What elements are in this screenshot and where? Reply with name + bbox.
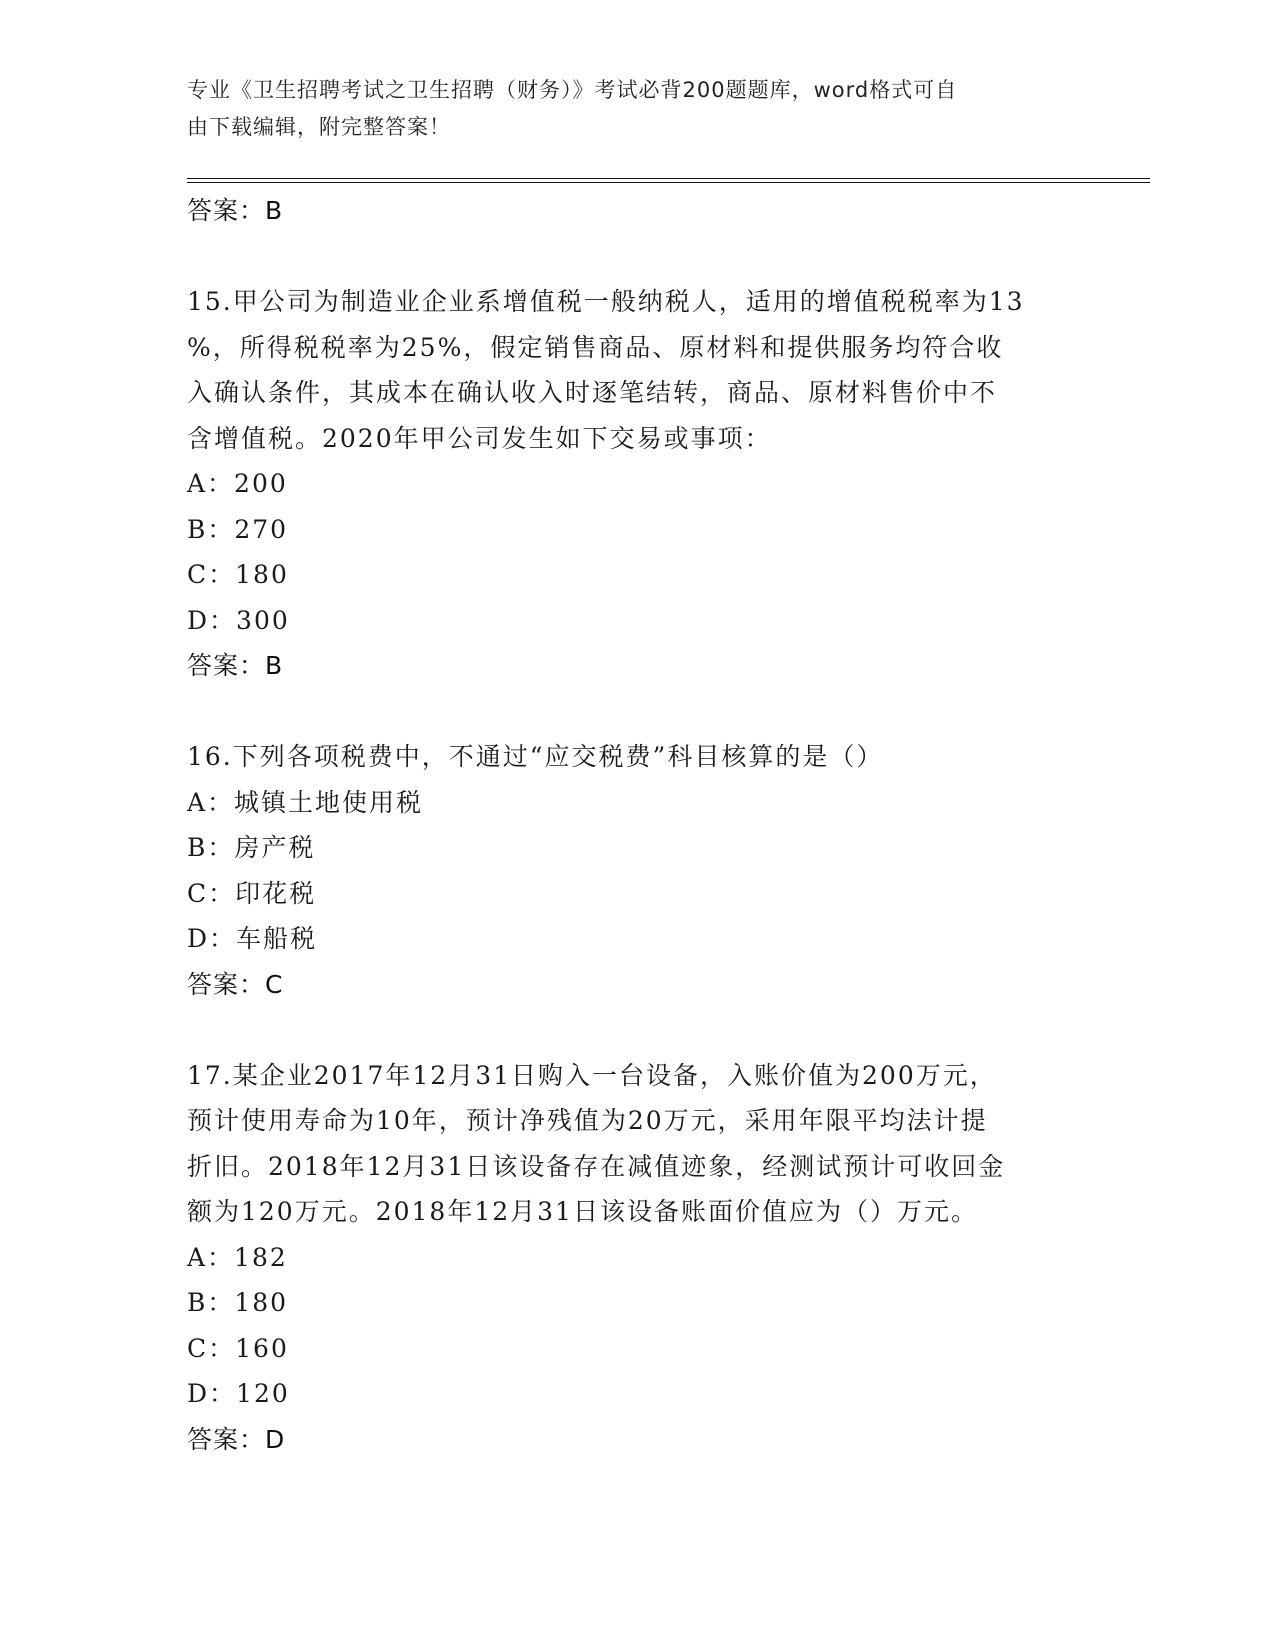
header-line-2: 由下载编辑，附完整答案！	[187, 115, 451, 139]
answer: 答案：D	[187, 1424, 286, 1454]
question-17	[187, 1053, 1087, 1463]
previous-answer: 答案：B	[187, 196, 284, 225]
option-c: C：160	[187, 1333, 289, 1363]
header-divider-top	[187, 178, 1150, 179]
option-d: D：车船税	[187, 924, 318, 953]
option-d: D：120	[187, 1379, 290, 1408]
option-c: C：180	[187, 560, 289, 589]
answer: 答案：C	[187, 969, 284, 999]
question-text-line: 预计使用寿命为10年，预计净残值为20万元，采用年限平均法计提	[187, 1106, 988, 1135]
question-16	[187, 734, 1087, 1007]
question-text-line: 16.下列各项税费中，不通过“应交税费”科目核算的是（）	[187, 742, 884, 771]
option-a: A：200	[187, 469, 288, 498]
option-d: D：300	[187, 605, 290, 635]
header-line-1: 专业《卫生招聘考试之卫生招聘（财务）》考试必背200题题库，word格式可自	[187, 78, 958, 102]
header-divider-bottom	[187, 182, 1150, 183]
spacer	[187, 689, 1087, 735]
option-c: C：印花税	[187, 878, 317, 908]
option-b: B：房产税	[187, 833, 316, 862]
option-b: B：270	[187, 514, 289, 544]
option-b: B：180	[187, 1288, 289, 1317]
question-list	[187, 188, 1087, 1462]
question-15	[187, 279, 1087, 689]
spacer	[187, 1007, 1087, 1053]
question-text-line: %，所得税税率为25%，假定销售商品、原材料和提供服务均符合收	[187, 332, 1004, 362]
question-text-line: 额为120万元。2018年12月31日该设备账面价值应为（）万元。	[187, 1197, 978, 1226]
question-text-line: 入确认条件，其成本在确认收入时逐笔结转，商品、原材料售价中不	[187, 378, 998, 407]
question-text-line: 含增值税。2020年甲公司发生如下交易或事项：	[187, 423, 772, 453]
question-text-line: 15.甲公司为制造业企业系增值税一般纳税人，适用的增值税税率为13	[187, 287, 1025, 316]
question-text-line: 折旧。2018年12月31日该设备存在减值迹象，经测试预计可收回金	[187, 1151, 1006, 1181]
option-a: A：182	[187, 1242, 288, 1272]
spacer	[187, 234, 1087, 280]
question-text-line: 17.某企业2017年12月31日购入一台设备，入账价值为200万元，	[187, 1060, 997, 1090]
option-a: A：城镇土地使用税	[187, 787, 424, 817]
document-header	[187, 72, 1067, 146]
answer: 答案：B	[187, 651, 284, 680]
